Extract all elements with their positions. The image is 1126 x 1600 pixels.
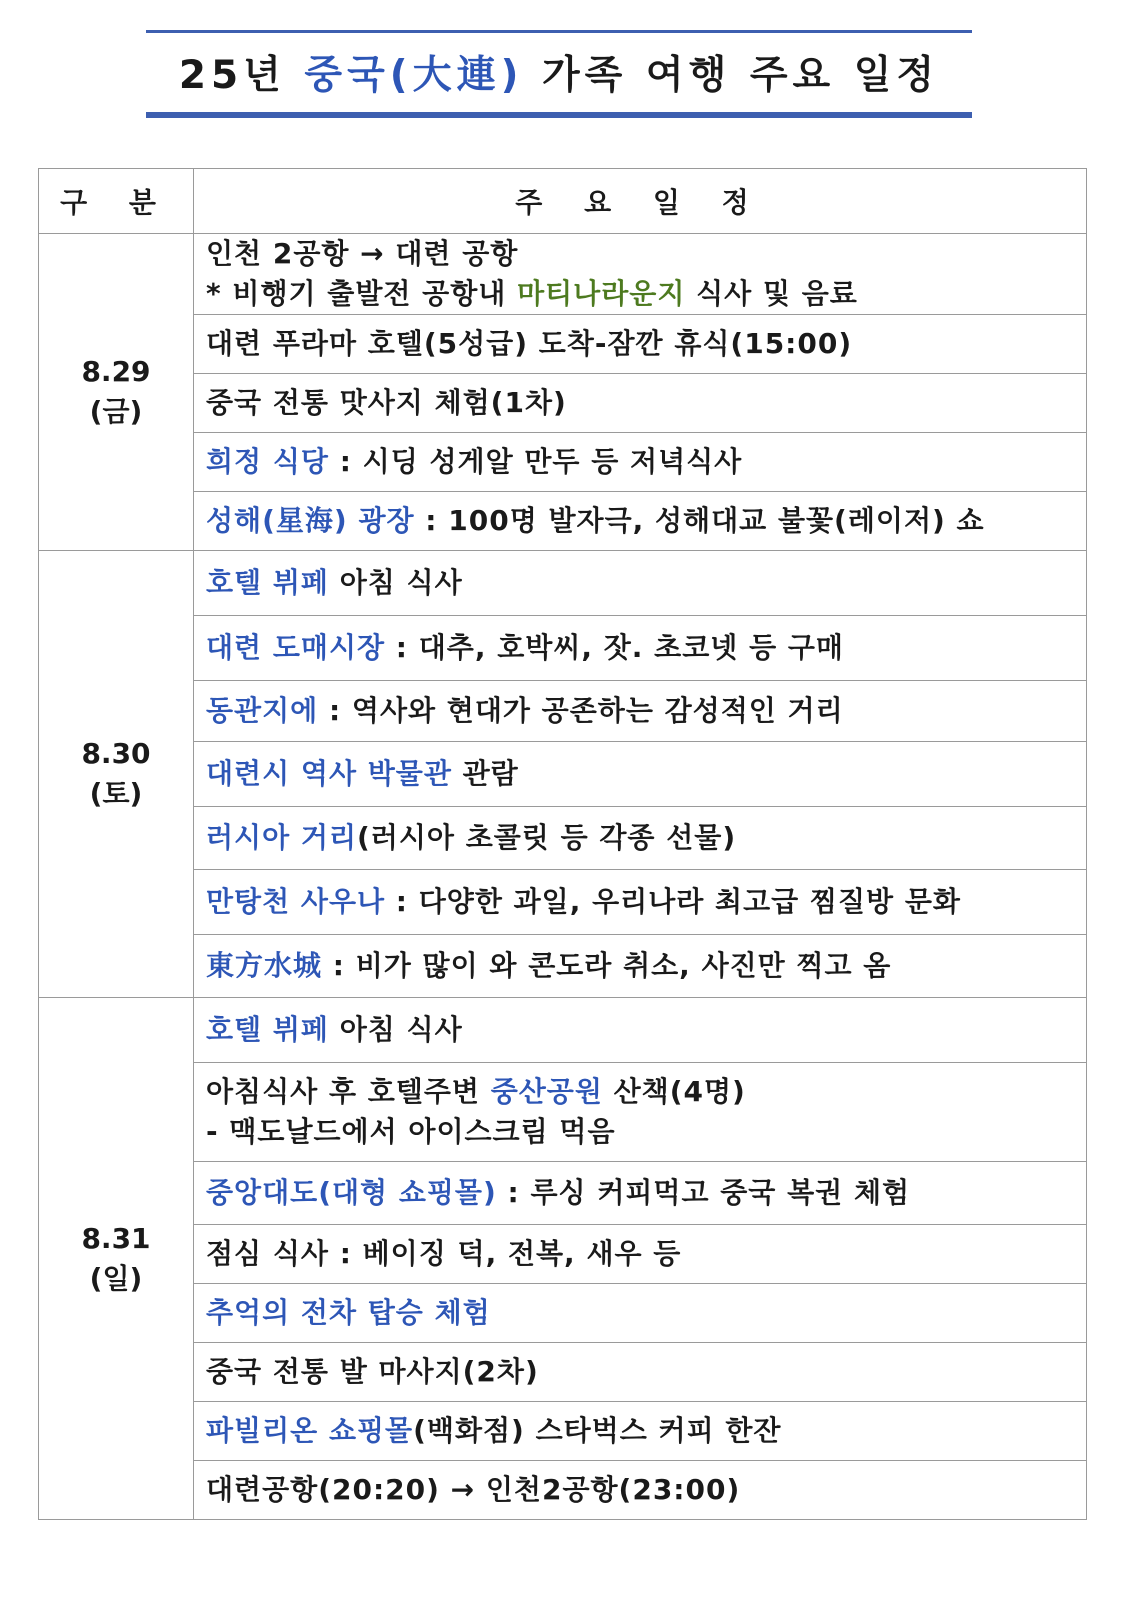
schedule-row	[39, 234, 1087, 315]
item-highlight: 파빌리온 쇼핑몰	[206, 1414, 414, 1447]
schedule-row	[39, 374, 1087, 433]
schedule-row	[39, 998, 1087, 1063]
schedule-item-line	[206, 324, 1074, 364]
item-text: 대련 푸라마 호텔(5성급) 도착-잠깐 휴식(15:00)	[206, 327, 853, 360]
item-highlight: 동관지에	[206, 694, 319, 727]
schedule-row	[39, 1162, 1087, 1225]
schedule-row	[39, 1284, 1087, 1343]
schedule-item-line	[206, 1293, 1074, 1333]
item-text: 아침 식사	[328, 1013, 463, 1046]
item-highlight: 東方水城	[206, 949, 323, 982]
item-text: : 역사와 현대가 공존하는 감성적인 거리	[318, 694, 844, 727]
schedule-item-line	[206, 442, 1074, 482]
schedule-item	[194, 935, 1087, 998]
item-highlight: 중산공원	[490, 1075, 603, 1108]
schedule-item	[194, 1284, 1087, 1343]
schedule-item	[194, 1225, 1087, 1284]
itinerary-table	[38, 168, 1087, 1520]
schedule-item	[194, 998, 1087, 1063]
item-highlight: 추억의 전차 탑승 체험	[206, 1296, 491, 1329]
schedule-item	[194, 616, 1087, 681]
item-text: 아침식사 후 호텔주변	[206, 1075, 491, 1108]
header-category: 구 분	[39, 169, 194, 234]
item-text: 중국 전통 발 마사지(2차)	[206, 1355, 539, 1388]
schedule-item-line	[206, 1470, 1074, 1510]
day-cell	[39, 234, 194, 551]
item-text: 점심 식사 : 베이징 덕, 전복, 새우 등	[206, 1237, 682, 1270]
schedule-item	[194, 1461, 1087, 1520]
schedule-item-line	[206, 501, 1074, 541]
schedule-item	[194, 870, 1087, 935]
day-weekday: (금)	[89, 395, 143, 428]
schedule-row	[39, 315, 1087, 374]
schedule-item	[194, 433, 1087, 492]
item-highlight: 대련 도매시장	[206, 631, 386, 664]
schedule-item-line	[206, 1072, 1074, 1112]
schedule-item-line	[206, 818, 1074, 858]
schedule-row	[39, 1461, 1087, 1520]
schedule-item-line	[206, 274, 1074, 314]
item-highlight: 만탕천 사우나	[206, 885, 386, 918]
header-row	[39, 169, 1087, 234]
itinerary-body	[39, 234, 1087, 1520]
schedule-item-line	[206, 1173, 1074, 1213]
schedule-row	[39, 1402, 1087, 1461]
schedule-item	[194, 234, 1087, 315]
item-text: : 다양한 과일, 우리나라 최고급 찜질방 문화	[385, 885, 961, 918]
item-highlight: 호텔 뷔페	[206, 1013, 329, 1046]
schedule-item-line	[206, 691, 1074, 731]
item-text: 아침 식사	[328, 566, 463, 599]
schedule-item	[194, 492, 1087, 551]
schedule-item	[194, 807, 1087, 870]
schedule-row	[39, 1063, 1087, 1162]
schedule-item	[194, 374, 1087, 433]
schedule-item	[194, 1162, 1087, 1225]
item-text: : 100명 발자극, 성해대교 불꽃(레이저) 쇼	[414, 504, 985, 537]
item-text: : 루싱 커피먹고 중국 복권 체험	[496, 1176, 911, 1209]
day-date: 8.31	[81, 1221, 151, 1255]
schedule-row	[39, 616, 1087, 681]
item-highlight: 중앙대도(대형 쇼핑몰)	[206, 1176, 497, 1209]
title-bottom-rule	[146, 112, 972, 118]
schedule-row	[39, 433, 1087, 492]
day-cell	[39, 998, 194, 1520]
item-highlight: 마티나라운지	[517, 277, 686, 310]
title-block	[146, 30, 972, 118]
title-suffix: 가족 여행 주요 일정	[523, 53, 940, 98]
item-text: 중국 전통 맛사지 체험(1차)	[206, 386, 567, 419]
item-text: * 비행기 출발전 공항내	[206, 277, 518, 310]
item-text: : 대추, 호박씨, 잣. 초코넷 등 구매	[385, 631, 844, 664]
day-weekday: (토)	[89, 777, 143, 810]
day-cell	[39, 551, 194, 998]
day-weekday: (일)	[89, 1261, 143, 1295]
schedule-item-line	[206, 946, 1074, 986]
item-text: - 맥도날드에서 아이스크림 먹음	[206, 1115, 616, 1148]
schedule-row	[39, 807, 1087, 870]
item-highlight: 희정 식당	[206, 445, 329, 478]
title-top-rule	[146, 30, 972, 33]
item-text: : 비가 많이 와 콘도라 취소, 사진만 찍고 옴	[322, 949, 892, 982]
schedule-item-line	[206, 1411, 1074, 1451]
schedule-item-line	[206, 1352, 1074, 1392]
schedule-item	[194, 551, 1087, 616]
schedule-row	[39, 492, 1087, 551]
item-text: (백화점) 스타벅스 커피 한잔	[413, 1414, 782, 1447]
item-highlight: 러시아 거리	[206, 821, 357, 854]
item-highlight: 대련시 역사 박물관	[206, 757, 452, 790]
schedule-item-line	[206, 1112, 1074, 1152]
schedule-row	[39, 1225, 1087, 1284]
title-prefix: 25년	[178, 53, 305, 98]
schedule-item-line	[206, 383, 1074, 423]
schedule-item	[194, 681, 1087, 742]
schedule-item	[194, 1063, 1087, 1162]
schedule-row	[39, 870, 1087, 935]
day-date: 8.30	[81, 737, 151, 770]
page-title	[146, 44, 972, 100]
schedule-item-line	[206, 563, 1074, 603]
schedule-item	[194, 315, 1087, 374]
title-destination: 중국(大連)	[304, 53, 524, 98]
schedule-row	[39, 935, 1087, 998]
item-text: (러시아 초콜릿 등 각종 선물)	[357, 821, 737, 854]
header-schedule: 주 요 일 정	[194, 169, 1087, 234]
schedule-item	[194, 1343, 1087, 1402]
schedule-item-line	[206, 1234, 1074, 1274]
item-text: 관람	[451, 757, 519, 790]
schedule-item-line	[206, 234, 1074, 274]
schedule-item	[194, 742, 1087, 807]
schedule-item-line	[206, 1010, 1074, 1050]
schedule-item	[194, 1402, 1087, 1461]
schedule-item-line	[206, 628, 1074, 668]
item-text: 산책(4명)	[602, 1075, 746, 1108]
schedule-item-line	[206, 754, 1074, 794]
item-text: 식사 및 음료	[685, 277, 858, 310]
item-highlight: 성해(星海) 광장	[206, 504, 415, 537]
schedule-item-line	[206, 882, 1074, 922]
item-highlight: 호텔 뷔페	[206, 566, 329, 599]
item-text: 인천 2공항 → 대련 공항	[206, 237, 519, 270]
item-text: : 시딩 성게알 만두 등 저녁식사	[328, 445, 743, 478]
schedule-row	[39, 681, 1087, 742]
schedule-row	[39, 551, 1087, 616]
day-date: 8.29	[81, 355, 151, 388]
schedule-row	[39, 1343, 1087, 1402]
schedule-row	[39, 742, 1087, 807]
item-text: 대련공항(20:20) → 인천2공항(23:00)	[206, 1473, 741, 1506]
